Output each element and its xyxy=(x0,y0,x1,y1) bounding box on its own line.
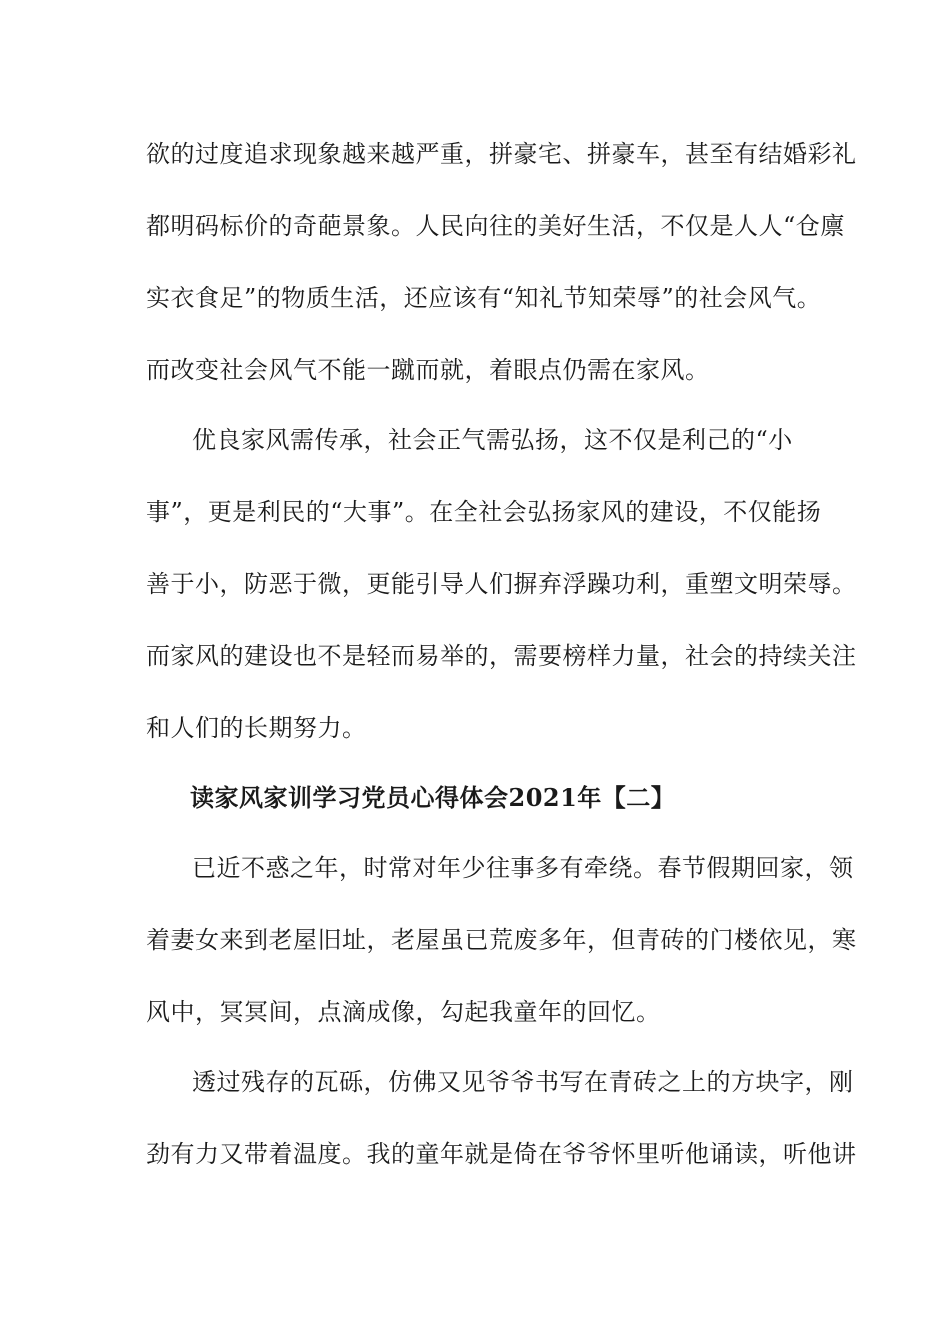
paragraph-line: 透过残存的瓦砾，仿佛又见爷爷书写在青砖之上的方块字，刚 xyxy=(192,1068,854,1096)
paragraph-line: 而改变社会风气不能一蹴而就，着眼点仍需在家风。 xyxy=(146,356,710,384)
paragraph-line: 欲的过度追求现象越来越严重，拼豪宅、拼豪车，甚至有结婚彩礼 xyxy=(146,140,857,168)
paragraph-line: 和人们的长期努力。 xyxy=(146,714,367,742)
paragraph-line: 着妻女来到老屋旧址，老屋虽已荒废多年，但青砖的门楼依见，寒 xyxy=(146,926,857,954)
paragraph-line: 都明码标价的奇葩景象。人民向往的美好生活，不仅是人人“仓廪 xyxy=(146,212,845,240)
paragraph-line: 优良家风需传承，社会正气需弘扬，这不仅是利己的“小 xyxy=(192,426,793,454)
paragraph-line: 善于小，防恶于微，更能引导人们摒弃浮躁功利，重塑文明荣辱。 xyxy=(146,570,857,598)
paragraph-line: 劲有力又带着温度。我的童年就是倚在爷爷怀里听他诵读，听他讲 xyxy=(146,1140,857,1168)
paragraph-line: 而家风的建设也不是轻而易举的，需要榜样力量，社会的持续关注 xyxy=(146,642,857,670)
paragraph-line: 风中，冥冥间，点滴成像，勾起我童年的回忆。 xyxy=(146,998,661,1026)
paragraph-line: 事”，更是利民的“大事”。在全社会弘扬家风的建设，不仅能扬 xyxy=(146,498,822,526)
section-heading: 读家风家训学习党员心得体会2021年【二】 xyxy=(190,783,676,812)
paragraph-line: 实衣食足”的物质生活，还应该有“知礼节知荣辱”的社会风气。 xyxy=(146,284,822,312)
paragraph-line: 已近不惑之年，时常对年少往事多有牵绕。春节假期回家，领 xyxy=(192,854,854,882)
